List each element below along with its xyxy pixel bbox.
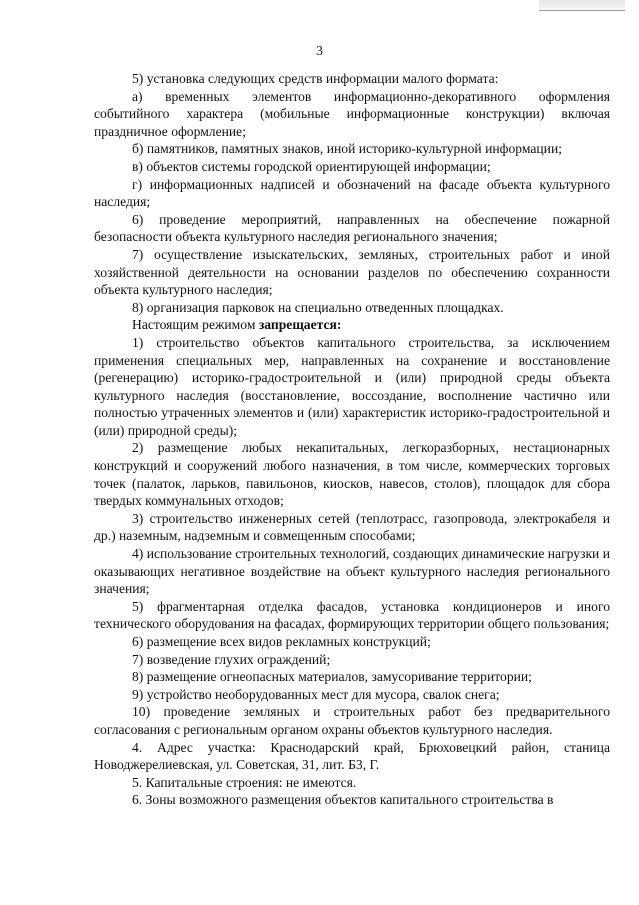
document-body: [94, 70, 610, 809]
paragraph-capital-buildings: 5. Капитальные строения: не имеются.: [132, 774, 357, 790]
prohibited-intro-emphasis: запрещается:: [258, 317, 342, 333]
prohibited-item-flammable-materials: 8) размещение огнеопасных материалов, замусоривание территории;: [132, 669, 532, 685]
prohibited-item-dynamic-loads: 4) использование строительных технологий, создающих динамические нагрузки и оказывающих негативное воздействие на объект культурного наследия регионального значения;: [94, 546, 610, 597]
prohibited-intro-prefix: Настоящим режимом: [132, 317, 259, 333]
page-number: 3: [316, 44, 323, 59]
prohibited-item-facade-finishing: 5) фрагментарная отделка фасадов, установка кондиционеров и иного технического оборудования на фасадах, формирующих территории общего пользования;: [94, 598, 610, 632]
prohibited-item-unapproved-works: 10) проведение земляных и строительных работ без предварительного согласования с региональным органом охраны объектов культурного наследия.: [94, 704, 610, 737]
scan-corner-mark: [539, 0, 625, 11]
paragraph-site-address: 4. Адрес участка: Краснодарский край, Брюховецкий район, станица Новоджерелиевская, ул. Советская, 31, лит. Б3, Г.: [94, 739, 610, 773]
prohibited-item-construction: 1) строительство объектов капитального строительства, за исключением применения специальных мер, направленных на сохранение и восстановление (регенерацию) историко-градостроительной и (или) природной среды объекта культурного наследия (восстановление, воссоздание, восполнение частично или полностью утраченных элементов и (или) характеристик историко-градостроительной и (или) природной среды);: [94, 334, 610, 438]
paragraph-parking: 8) организация парковок на специально отведенных площадках.: [132, 299, 504, 315]
prohibited-item-garbage-places: 9) устройство необорудованных мест для мусора, свалок снега;: [132, 686, 500, 702]
paragraph-construction-zones: 6. Зоны возможного размещения объектов капитального строительства в: [132, 792, 554, 808]
prohibited-item-blind-fences: 7) возведение глухих ограждений;: [132, 651, 331, 667]
paragraph-monuments: б) памятников, памятных знаков, иной историко-культурной информации;: [132, 141, 562, 157]
paragraph-orientation-system: в) объектов системы городской ориентирующей информации;: [132, 158, 491, 174]
paragraph-survey-works: 7) осуществление изыскательских, земляных, строительных работ и иной хозяйственной деятельности на основании разделов по обеспечению сохранности объекта культурного наследия;: [94, 246, 610, 298]
paragraph-facade-inscriptions: г) информационных надписей и обозначений на фасаде объекта культурного наследия;: [94, 176, 610, 210]
prohibited-item-utility-networks: 3) строительство инженерных сетей (теплотрасс, газопровода, электрокабеля и др.) наземным, надземным и совмещенным способами;: [94, 510, 610, 544]
prohibited-item-advertising: 6) размещение всех видов рекламных конструкций;: [132, 634, 431, 649]
prohibited-intro: [94, 316, 610, 334]
paragraph-temporary-elements: а) временных элементов информационно-декоративного оформления событийного характера (мобильные информационные конструкции) включая праздничное оформление;: [94, 88, 610, 139]
paragraph-small-format-info: 5) установка следующих средств информации малого формата:: [132, 71, 499, 86]
prohibited-item-temporary-structures: 2) размещение любых некапитальных, легкоразборных, нестационарных конструкций и сооружений любого назначения, в том числе, коммерческих торговых точек (палаток, ларьков, павильонов, киосков, навесов, столов), площадок для сбора твердых коммунальных отходов;: [94, 440, 610, 509]
paragraph-fire-safety: 6) проведение мероприятий, направленных на обеспечение пожарной безопасности объекта культурного наследия регионального значения;: [94, 211, 610, 245]
